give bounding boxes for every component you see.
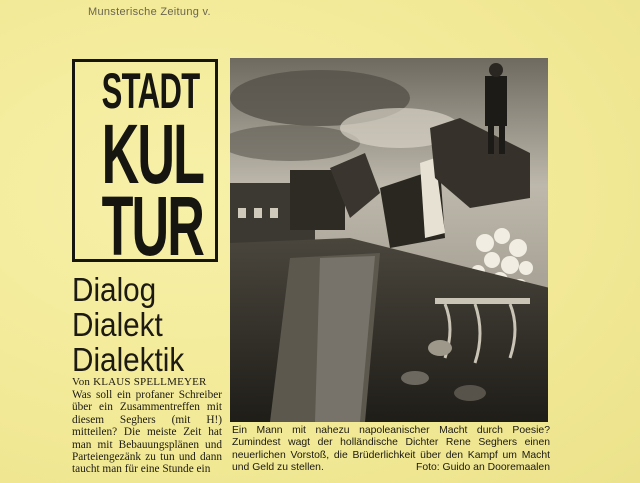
headline-line: Dialekt	[72, 306, 163, 343]
byline: Von KLAUS SPELLMEYER	[72, 376, 207, 388]
article-photo	[230, 58, 548, 422]
photo-credit: Foto: Guido an Dooremaalen	[415, 461, 550, 473]
article-body: Was soll ein profaner Schreiber über ein Zusammentreffen mit diesem Seghers (mit H!) mitteilen? Die meiste Zeit hat man mit Bebauungsplänen und Parteiengezänk zu tun und dann taucht man für eine Stunde ein	[72, 389, 222, 476]
newspaper-source: Munsterische Zeitung v.	[88, 6, 211, 18]
headline-line: Dialektik	[72, 341, 185, 378]
logo-line-tur: TUR	[101, 179, 204, 273]
article-headline	[72, 272, 184, 377]
caption-text: Ein Mann mit nahezu napoleanischer Macht durch Poesie? Zumindest wagt der holländische Dichter Rene Seghers einen neuerlichen Vorstoß, die Brüderlichkeit über den Kampf um Macht und Geld zu stellen.	[232, 425, 550, 473]
photo-illustration	[230, 58, 548, 422]
photo-caption	[232, 425, 550, 474]
stadtkultur-logo	[72, 59, 218, 273]
logo-line-stadt: STADT	[101, 63, 200, 119]
headline-line: Dialog	[72, 271, 157, 308]
logo-line-kul: KUL	[101, 107, 204, 201]
